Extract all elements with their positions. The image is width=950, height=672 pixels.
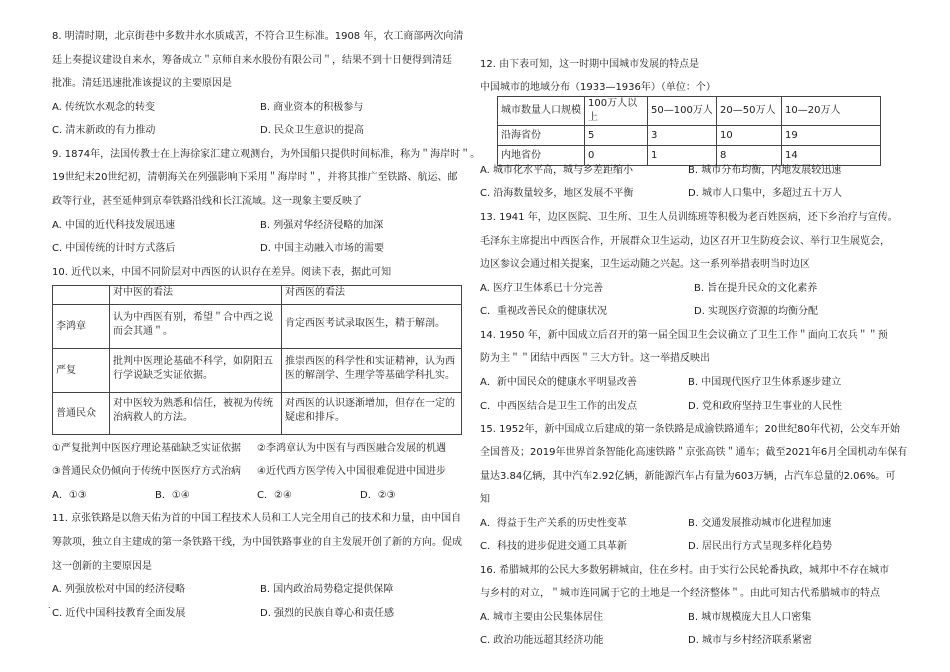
q10-item-1: ①严复批判中医医疗理论基础缺乏实证依据 bbox=[52, 443, 241, 454]
q11-option-d[interactable]: D. 强烈的民族自尊心和责任感 bbox=[260, 608, 395, 619]
q10-item-3: ③普通民众仍倾向于传统中医医疗方式治病 bbox=[52, 466, 241, 477]
q11-stem-line-2: 筹款项，独立自主建成的第一条铁路干线，为中国铁路事业的自主发展开创了新的方向。促成 bbox=[52, 537, 462, 548]
q10-option-d[interactable]: D．②③ bbox=[360, 490, 396, 501]
q16-option-b[interactable]: B. 城市规模庞大且人口密集 bbox=[688, 612, 812, 623]
q10-item-2: ②李鸿章认为中医有与西医融合发展的机遇 bbox=[257, 443, 446, 454]
q10-cell-line: 疑虑和排斥。 bbox=[285, 412, 345, 423]
q11-stem-line-3: 这一创新的主要原因是 bbox=[52, 561, 152, 572]
q15-option-a[interactable]: A．得益于生产关系的历史性变革 bbox=[480, 518, 627, 529]
q9-stem-line-2: 19世纪末20世纪初，清朝海关在列强影响下采用＂海岸时＂，并将其推广至铁路、航运、邮 bbox=[52, 172, 458, 183]
q12-option-b[interactable]: B. 城市分布均衡，内地发展较迅速 bbox=[688, 165, 842, 176]
q10-cell-line: 行学说缺乏实证依据。 bbox=[113, 370, 213, 381]
q9-stem-line-3: 政等行业，甚至延伸到京奉铁路沿线和长江流域。这一现象主要反映了 bbox=[52, 196, 362, 207]
q8-stem-line-2: 廷上奏提议建设自来水，筹备成立＂京师自来水股份有限公司＂，结果不到十日便得到清廷 bbox=[52, 55, 452, 66]
q8-stem-line-1: 8. 明清时期，北京街巷中多数井水水质咸苦，不符合卫生标准。1908 年，农工商部两次向清 bbox=[52, 31, 464, 42]
table-row bbox=[53, 305, 462, 349]
q10-cell-line: 医的解剖学、生理学等基础学科扎实。 bbox=[285, 370, 455, 381]
q10-cell-line: 治病救人的方法。 bbox=[113, 412, 193, 423]
q12-header: 10—20万人 bbox=[782, 97, 881, 126]
q10-row-name: 普通民众 bbox=[53, 393, 110, 435]
q14-stem-line-2: 防为主＂＂团结中西医＂三大方针。这一举措反映出 bbox=[480, 353, 710, 364]
q8-option-b[interactable]: B. 商业资本的积极参与 bbox=[260, 102, 364, 113]
q11-stem-line-1: 11. 京张铁路是以詹天佑为首的中国工程技术人员和工人完全用自己的技术和力量，由中国自 bbox=[52, 513, 462, 524]
q11-option-c[interactable]: C. 近代中国科技教育全面发展 bbox=[52, 608, 186, 619]
q11-option-b[interactable]: B. 国内政治局势稳定提供保障 bbox=[260, 584, 394, 595]
q14-option-c[interactable]: C．中西医结合是卫生工作的出发点 bbox=[480, 401, 637, 412]
q12-option-a[interactable]: A. 城市化水平高，城与乡差距缩小 bbox=[480, 165, 634, 176]
q12-header: 20—50万人 bbox=[717, 97, 782, 126]
table-row bbox=[498, 146, 881, 166]
q10-stem: 10. 近代以来，中国不同阶层对中西医的认识存在差异。阅读下表，据此可知 bbox=[52, 267, 392, 278]
q15-stem-line-3: 量达3.84亿辆，其中汽车2.92亿辆，新能源汽车占有量为603万辆，占汽车总量的2.06%。可 bbox=[480, 471, 896, 482]
q15-stem-line-2: 全国普及；2019年世界首条智能化高速铁路＂京张高铁＂通车；截至2021年6月全国机动车保有 bbox=[480, 447, 908, 458]
q10-row-name: 严复 bbox=[53, 349, 110, 393]
q12-cell: 19 bbox=[782, 126, 881, 146]
q12-cell: 5 bbox=[585, 126, 648, 146]
q9-option-b[interactable]: B. 列强对华经济侵略的加深 bbox=[260, 220, 384, 231]
q16-stem-line-2: 与乡村的对立，＂城市连同属于它的土地是一个经济整体＂。由此可知古代希腊城市的特点 bbox=[480, 588, 880, 599]
table-row bbox=[53, 393, 462, 435]
q10-cell-line: 批判中医理论基础不科学，如阴阳五 bbox=[113, 356, 273, 367]
q10-option-b[interactable]: B．①④ bbox=[155, 490, 190, 501]
q12-cell: 0 bbox=[585, 146, 648, 166]
q10-table bbox=[52, 285, 462, 435]
q12-cell: 8 bbox=[717, 146, 782, 166]
q15-option-c[interactable]: C．科技的进步促进交通工具革新 bbox=[480, 541, 627, 552]
q12-cell: 10 bbox=[717, 126, 782, 146]
q10-header-western-medicine: 对西医的看法 bbox=[282, 286, 462, 305]
q9-option-c[interactable]: C. 中国传统的计时方式落后 bbox=[52, 243, 176, 254]
q10-option-c[interactable]: C．②④ bbox=[257, 490, 292, 501]
table-row bbox=[498, 126, 881, 146]
q9-stem-line-1: 9. 1874年，法国传教士在上海徐家汇建立观测台，为外国船只提供时间标准，称为＂海岸时＂。 bbox=[52, 149, 481, 160]
q10-cell-line: 对中医较为熟悉和信任，被视为传统 bbox=[113, 398, 273, 409]
q12-table bbox=[497, 96, 881, 166]
q8-option-c[interactable]: C. 清末新政的有力推动 bbox=[52, 125, 156, 136]
q13-option-b[interactable]: B. 旨在提升民众的文化素养 bbox=[694, 283, 818, 294]
q10-option-a[interactable]: A．①③ bbox=[52, 490, 87, 501]
q16-stem-line-1: 16. 希腊城邦的公民大多数躬耕城亩，住在乡村。由于实行公民轮番执政，城邦中不存在城市 bbox=[480, 565, 890, 576]
q12-option-c[interactable]: C. 沿海数量较多，地区发展不平衡 bbox=[480, 188, 634, 199]
q9-option-a[interactable]: A. 中国的近代科技发展迅速 bbox=[52, 220, 176, 231]
q13-option-d[interactable]: D. 实现医疗资源的均衡分配 bbox=[694, 306, 819, 317]
q12-cell: 内地省份 bbox=[498, 146, 585, 166]
q16-option-c[interactable]: C. 政治功能远超其经济功能 bbox=[480, 635, 604, 646]
q10-header-chinese-medicine: 对中医的看法 bbox=[110, 286, 282, 305]
q12-header: 100万人以上 bbox=[585, 97, 648, 126]
q10-cell-line: 而会其通＂。 bbox=[113, 326, 173, 337]
q12-cell: 1 bbox=[648, 146, 717, 166]
q10-cell-line: 推崇西医的科学性和实证精神，认为西 bbox=[285, 356, 455, 367]
q14-option-a[interactable]: A．新中国民众的健康水平明显改善 bbox=[480, 377, 637, 388]
q12-header: 50—100万人 bbox=[648, 97, 717, 126]
q8-stem-line-3: 批准。清廷迅速批准该提议的主要原因是 bbox=[52, 78, 232, 89]
q10-header-blank bbox=[53, 286, 110, 305]
q10-item-4: ④近代西方医学传入中国很难促进中国进步 bbox=[257, 466, 446, 477]
q12-cell: 沿海省份 bbox=[498, 126, 585, 146]
q8-option-a[interactable]: A. 传统饮水观念的转变 bbox=[52, 102, 156, 113]
q14-option-b[interactable]: B. 中国现代医疗卫生体系逐步建立 bbox=[688, 377, 842, 388]
q15-option-b[interactable]: B. 交通发展推动城市化进程加速 bbox=[688, 518, 832, 529]
q15-stem-line-4: 知 bbox=[480, 494, 490, 505]
q13-stem-line-1: 13. 1941 年，边区医院、卫生所、卫生人员训练班等积极为老百姓医病，还下乡治疗与宣传。 bbox=[480, 212, 898, 223]
q10-cell-line: 肯定西医考试录取医生，精于解剖。 bbox=[285, 318, 445, 329]
q14-option-d[interactable]: D. 党和政府坚持卫生事业的人民性 bbox=[688, 401, 843, 412]
q15-option-d[interactable]: D. 居民出行方式呈现多样化趋势 bbox=[688, 541, 833, 552]
q10-row-name: 李鸿章 bbox=[53, 305, 110, 349]
q14-stem-line-1: 14. 1950 年，新中国成立后召开的第一届全国卫生会议确立了卫生工作＂面向工农兵＂＂预 bbox=[480, 330, 888, 341]
q16-option-d[interactable]: D. 城市与乡村经济联系紧密 bbox=[688, 635, 813, 646]
q12-table-caption: 中国城市的地域分布（1933—1936年）（单位：个） bbox=[480, 82, 716, 93]
q9-option-d[interactable]: D. 中国主动融入市场的需要 bbox=[260, 243, 385, 254]
q10-cell-line: 对西医的认识逐渐增加，但存在一定的 bbox=[285, 398, 455, 409]
footer-mark: . bbox=[48, 601, 51, 610]
q15-stem-line-1: 15. 1952年，新中国成立后建成的第一条铁路是成渝铁路通车；20世纪80年代初，公交车开始 bbox=[480, 424, 900, 435]
q12-stem: 12. 由下表可知，这一时期中国城市发展的特点是 bbox=[480, 59, 700, 70]
q10-cell-line: 认为中西医有别，希望＂合中西之说 bbox=[113, 312, 273, 323]
q13-option-a[interactable]: A. 医疗卫生体系已十分完善 bbox=[480, 283, 604, 294]
q16-option-a[interactable]: A. 城市主要由公民集体居住 bbox=[480, 612, 604, 623]
q12-cell: 14 bbox=[782, 146, 881, 166]
q12-header: 城市数量人口规模 bbox=[498, 97, 585, 126]
q13-option-c[interactable]: C．重视改善民众的健康状况 bbox=[480, 306, 607, 317]
q8-option-d[interactable]: D. 民众卫生意识的提高 bbox=[260, 125, 365, 136]
q13-stem-line-2: 毛泽东主席提出中西医合作，开展群众卫生运动，边区召开卫生防疫会议、举行卫生展览会， bbox=[480, 236, 890, 247]
q13-stem-line-3: 边区参议会通过相关提案，卫生运动随之兴起。这一系列举措表明当时边区 bbox=[480, 259, 810, 270]
table-row bbox=[53, 349, 462, 393]
q11-option-a[interactable]: A. 列强放松对中国的经济侵略 bbox=[52, 584, 186, 595]
q12-cell: 3 bbox=[648, 126, 717, 146]
q12-option-d[interactable]: D. 城市人口集中，多超过五十万人 bbox=[688, 188, 843, 199]
